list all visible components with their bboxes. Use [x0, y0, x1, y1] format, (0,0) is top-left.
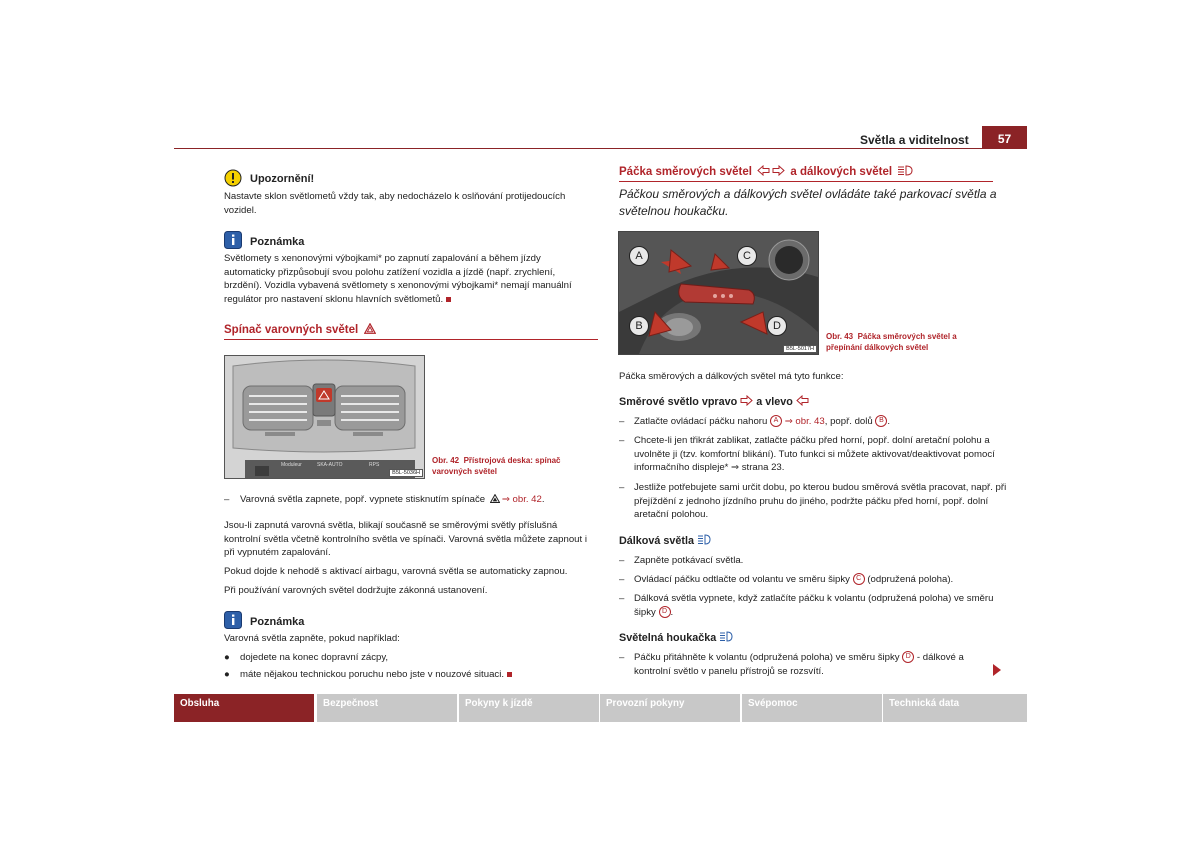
list-item: – Jestliže potřebujete sami určit dobu, po kterou budou směrová světla pracovat, např. při přejíždění z jednoho jízdního pruhu do jiného, podržte páčku před horní, popř. dolní aretační polohou. [619, 482, 1007, 521]
end-mark [507, 672, 512, 677]
position-a-badge: A [770, 415, 782, 427]
note1-title: Poznámka [250, 236, 305, 248]
arrow-label-b: B [629, 316, 649, 336]
high-beam-icon [697, 534, 711, 545]
list-item: – Páčku přitáhněte k volantu (odpružená poloha) ve směru šipky D - dálkové a kontrolní světlo v panelu přístrojů se rozsvítí. [619, 652, 964, 677]
list-item: ● dojedete na konec dopravní zácpy, [224, 652, 389, 663]
screen-label-1: Moduleur [281, 462, 302, 468]
arrow-label-d: D [767, 316, 787, 336]
subheading-headlight-flasher: Světelná houkačka [619, 631, 733, 644]
right-arrow-icon [740, 395, 753, 406]
warning-icon [224, 169, 242, 187]
stalk-illustration [619, 232, 818, 354]
note2-title: Poznámka [250, 616, 305, 628]
arrow-label-a: A [629, 246, 649, 266]
turn-signal-arrows-icon [757, 165, 785, 176]
figure-43-code: B5L-5017H [783, 345, 817, 353]
hazard-bullet: – Varovná světla zapnete, popř. vypnete stisknutím spínače ⇒ obr. 42. [224, 494, 545, 505]
hazard-para-2: Pokud dojde k nehodě s aktivací airbagu, varovná světla se automaticky zapnou. [224, 566, 568, 577]
page-number: 57 [982, 126, 1027, 148]
figure-ref-link[interactable]: ⇒ obr. 42 [501, 494, 542, 505]
info-icon [224, 611, 242, 629]
list-item: – Zatlačte ovládací páčku nahoru A ⇒ obr. 43, popř. dolů B . [619, 416, 891, 427]
section-title-stalk: Páčka směrových světel a dálkových světel [619, 165, 913, 178]
figure-43-caption: Obr. 43 Páčka směrových světel a přepínání dálkových světel [826, 332, 957, 352]
figure-ref-link[interactable]: ⇒ obr. 43 [784, 416, 825, 427]
subheading-turn-signals: Směrové světlo vpravo a vlevo [619, 395, 809, 408]
position-b-badge: B [875, 415, 887, 427]
list-item: – Dálková světla vypnete, když zatlačíte páčku k volantu (odpružená poloha) ve směru šipky D . [619, 593, 994, 618]
end-mark [446, 297, 451, 302]
note2-intro: Varovná světla zapněte, pokud například: [224, 633, 400, 644]
section-rule [619, 181, 993, 182]
warning-title: Upozornění! [250, 173, 315, 185]
high-beam-icon [719, 631, 733, 642]
note1-text-wrap [224, 252, 592, 306]
list-item: ● máte nějakou technickou poruchu nebo jste v nouzové situaci. [224, 668, 594, 682]
hazard-triangle-icon [364, 323, 376, 334]
section-title-hazard: Spínač varovných světel [224, 323, 376, 336]
hazard-para-1: Jsou-li zapnutá varovná světla, blikají současně se směrovými světly příslušná kontrolní světla včetně kontrolního světla ve spínači. Varovná světla můžete zapnout i při vypnutém zapalování. [224, 520, 587, 559]
figure-42-caption: Obr. 42 Přístrojová deska: spínač varovných světel [432, 456, 561, 476]
high-beam-icon [897, 165, 913, 176]
nav-tab-pokyny-k-jizde[interactable]: Pokyny k jízdě [459, 694, 599, 722]
left-arrow-icon [796, 395, 809, 406]
nav-tab-obsluha[interactable]: Obsluha [174, 694, 314, 722]
note1-text: Světlomety s xenonovými výbojkami* po zapnutí zapalování a během jízdy automaticky přizpůsobují svou polohu zatížení vozidla a jízdě (např. zrychlení, brzdění). Vozidla vybavená světlomety s xenonovými výbojkami* nemají manuální regulátor pro nastavení sklonu hlavních světlometů. [224, 253, 572, 305]
hazard-triangle-small-icon [490, 494, 500, 503]
warning-text: Nastavte sklon světlometů vždy tak, aby nedocházelo k oslňování protijedoucích vozidel. [224, 191, 566, 216]
list-item: – Chcete-li jen třikrát zablikat, zatlačte páčku před horní, popř. dolní aretační polohu a uvolněte ji (tzv. komfortní blikání). Tuto funkci si můžete aktivovat/deaktivovat pomocí informačního displeje* ⇒ strana 23. [619, 435, 995, 474]
nav-tab-bezpecnost[interactable]: Bezpečnost [317, 694, 457, 722]
position-d-badge: D [902, 651, 914, 663]
info-icon [224, 231, 242, 249]
list-item: – Ovládací páčku odtlačte od volantu ve směru šipky C (odpružená poloha). [619, 574, 954, 585]
next-page-arrow-icon[interactable] [993, 664, 1001, 676]
arrow-label-c: C [737, 246, 757, 266]
section-intro: Páčkou směrových a dálkových světel ovládáte také parkovací světla a světelnou houkačku. [619, 187, 997, 218]
nav-tab-svepomoc[interactable]: Svépomoc [742, 694, 882, 722]
position-d-badge: D [659, 606, 671, 618]
figure-43-stalk [618, 231, 819, 355]
screen-label-2: SKA-AUTO [317, 462, 343, 468]
stalk-lead: Páčka směrových a dálkových světel má tyto funkce: [619, 371, 844, 382]
screen-label-3: RPS [369, 462, 380, 468]
section-rule [224, 339, 598, 340]
hazard-para-3: Při používání varovných světel dodržujte zákonná ustanovení. [224, 585, 488, 596]
list-item: – Zapněte potkávací světla. [619, 555, 744, 566]
dashboard-illustration [225, 356, 424, 478]
subheading-high-beam: Dálková světla [619, 534, 711, 547]
position-c-badge: C [853, 573, 865, 585]
header-rule [174, 148, 1027, 149]
figure-42-code: B5L-5036H [389, 469, 423, 477]
nav-tab-technicka-data[interactable]: Technická data [883, 694, 1027, 722]
running-header-title: Světla a viditelnost [860, 133, 969, 147]
nav-tab-provozni-pokyny[interactable]: Provozní pokyny [600, 694, 740, 722]
figure-42-hazard-switch [224, 355, 425, 479]
